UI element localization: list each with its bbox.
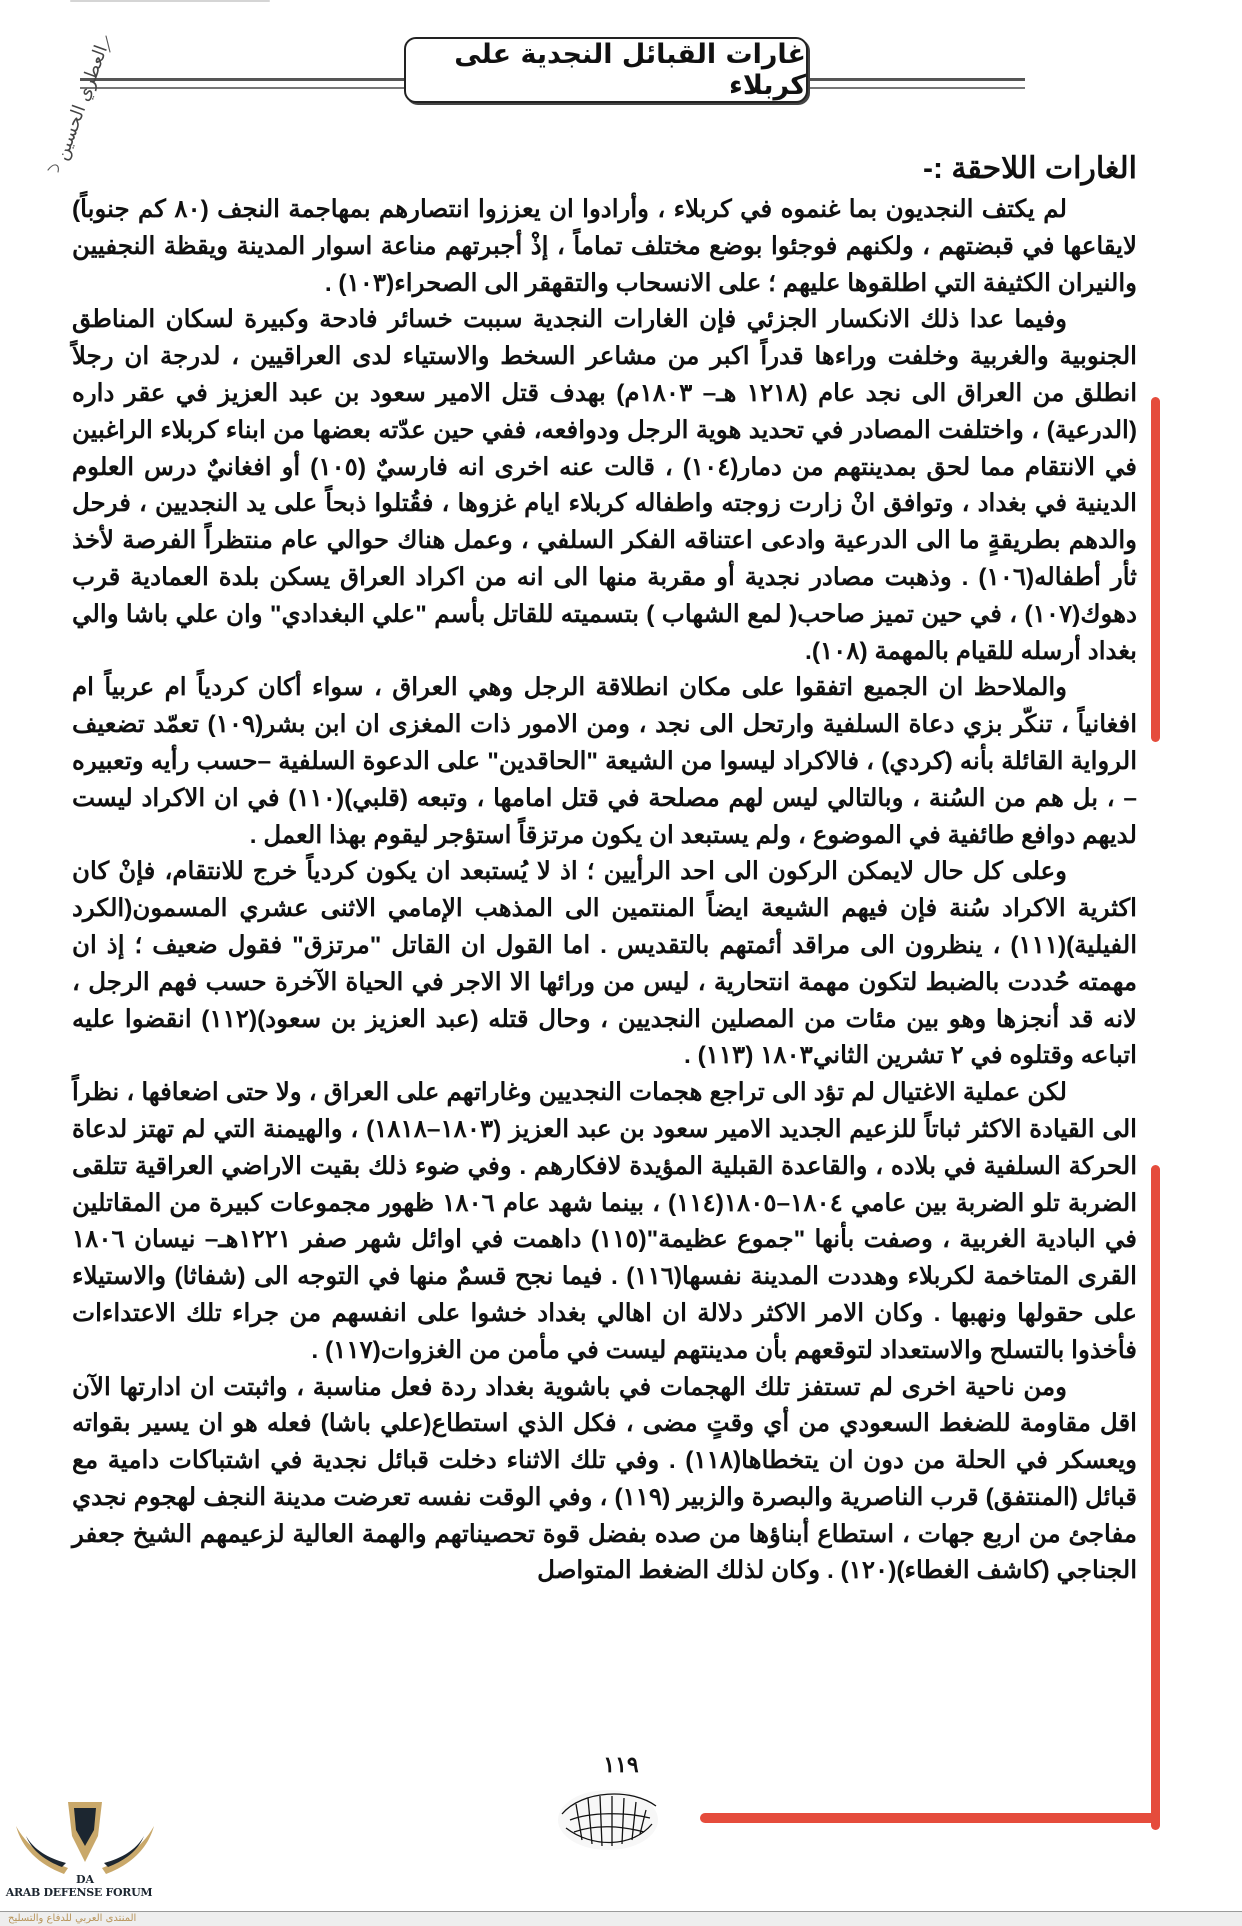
paragraph: لم يكتف النجديون بما غنموه في كربلاء ، وأرادوا ان يعززوا انتصارهم بمهاجمة النجف (٨٠ كم جنوباً) لايقاعها في قبضتهم ، ولكنهم فوجئوا بوضع مختلف تماماً ، إذْ أجبرتهم مناعة اسوار المدينة ويقظة النجفيين والنيران الكثيفة التي اطلقوها عليهم ؛ على الانسحاب والتقهقر الى الصحراء(١٠٣) .	[72, 196, 1137, 297]
paragraph: ومن ناحية اخرى لم تستفز تلك الهجمات في باشوية بغداد ردة فعل مناسبة ، واثبتت ان ادارتها الآن اقل مقاومة للضغط السعودي من أي وقتٍ مضى ، فكل الذي استطاع(علي باشا) فعله هو ان يسير بقواته ويعسكر في الحلة من دون ان يتخطاها(١١٨) . وفي تلك الاثناء دخلت قبائل نجدية في اشتباكات دامية مع قبائل (المنتفق) قرب الناصرية والبصرة والزبير (١١٩) ، وفي الوقت نفسه تعرضت مدينة النجف لهجوم نجدي مفاجئ من اربع جهات ، استطاع أبناؤها من صده بفضل قوة تحصيناتهم والهمة العالية لزعيمهم الشيخ جعفر الجناجي (كاشف الغطاء)(١٢٠) . وكان لذلك الضغط المتواصل	[72, 1373, 1138, 1585]
page-number: ١١٩	[603, 1752, 639, 1777]
bottom-strip	[0, 1911, 1242, 1926]
paragraph: وعلى كل حال لايمكن الركون الى احد الرأيين ؛ اذ لا يُستبعد ان يكون كردياً خرج للانتقام، فإنْ كان اكثرية الاكراد سُنة فإن فيهم الشيعة ايضاً المنتمين الى المذهب الإمامي الاثنى عشري المسمون(الكرد الفيلية)(١١١) ، ينظرون الى مراقد أئمتهم بالتقديس . اما القول ان القاتل "مرتزق" فقول ضعيف ؛ إذ ان مهمته حُددت بالضبط لتكون مهمة انتحارية ، ليس من ورائها الا الاجر في الحياة الآخرة حسب فهم الرجل ، لانه قد أنجزها وهو بين مئات من المصلين النجديين ، وحال قتله (عبد العزيز بن سعود)(١١٢) انقضوا عليه اتباعه وقتلوه في ٢ تشرين الثاني١٨٠٣ (١١٣) .	[72, 858, 1137, 1070]
highlight-bar	[1151, 397, 1160, 742]
running-header-title: غارات القبائل النجدية على كربلاء	[454, 39, 806, 101]
paragraph: لكن عملية الاغتيال لم تؤد الى تراجع هجمات النجديين وغاراتهم على العراق ، ولا حتى اضعافها ، نظراً الى القيادة الاكثر ثباتاً للزعيم الجديد الامير سعود بن عبد العزيز (١٨٠٣–١٨١٨) ، والهيمنة التي لم تهتز لدعاة الحركة السلفية في بلاده ، والقاعدة القبلية المؤيدة لافكارهم . وفي ضوء ذلك بقيت الاراضي العراقية تتلقى الضربة تلو الضربة بين عامي ١٨٠٤–١٨٠٥(١١٤) ، بينما شهد عام ١٨٠٦ ظهور مجموعات كبيرة من المقاتلين في البادية الغربية ، وصفت بأنها "جموع عظيمة"(١١٥) داهمت في اوائل شهر صفر ١٢٢١هـ– نيسان ١٨٠٦ القرى المتاخمة لكربلاء وهددت المدينة نفسها(١١٦) . فيما نجح قسمٌ منها في التوجه الى (شفاثا) والاستيلاء على حقولها ونهبها . وكان الامر الاكثر دلالة ان اهالي بغداد خشوا على انفسهم من جراء تلك الاعتداءات فأخذوا بالتسلح والاستعداد لتوقعهم بأن مدينتهم ليست في مأمن من الغزوات(١١٧) .	[72, 1079, 1137, 1364]
watermark-arabic: المنتدى العربي للدفاع والتسليح	[8, 1913, 137, 1924]
watermark-text: ARAB DEFENSE FORUM	[5, 1886, 153, 1899]
highlight-bar-bottom	[700, 1813, 1160, 1823]
document-body	[72, 148, 1137, 1590]
calligraphy-ornament-icon	[552, 1784, 664, 1856]
handwritten-note: العطري الحسين	[50, 42, 113, 164]
top-scroll-indicator	[70, 0, 270, 2]
logo-mark: DA	[75, 1873, 95, 1886]
highlight-bar	[1151, 1165, 1160, 1830]
running-header	[404, 37, 808, 103]
section-title: الغارات اللاحقة :-	[923, 152, 1137, 185]
paragraph: وفيما عدا ذلك الانكسار الجزئي فإن الغارات النجدية سببت خسائر فادحة وكبيرة لسكان المناطق الجنوبية والغربية وخلفت وراءها قدراً اكبر من مشاعر السخط والاستياء لدى العراقيين ، لدرجة ان رجلاً انطلق من العراق الى نجد عام (١٢١٨ هـ– ١٨٠٣م) بهدف قتل الامير سعود بن عبد العزيز في عقر داره (الدرعية) ، واختلفت المصادر في تحديد هوية الرجل ودوافعه، ففي حين عدّته بعضها من ابناء كربلاء الراغبين في الانتقام مما لحق بمدينتهم من دمار(١٠٤) ، قالت عنه اخرى انه فارسيٌ (١٠٥) أو افغانيٌ درس العلوم الدينية في بغداد ، وتوافق انْ زارت زوجته واطفاله كربلاء ايام غزوها ، فقُتلوا ذبحاً على يد النجديين ، فرحل والدهم بطريقةٍ ما الى الدرعية وادعى اعتناقه الفكر السلفي ، وعمل هناك حوالي عام منتظراً الفرصة لأخذ ثأر أطفاله(١٠٦) . وذهبت مصادر نجدية أو مقربة منها الى انه من اكراد العراق يسكن بلدة العمادية قرب دهوك(١٠٧) ، في حين تميز صاحب( لمع الشهاب ) بتسميته للقاتل بأسم "علي البغدادي" وان علي باشا والي بغداد أرسله للقيام بالمهمة (١٠٨).	[72, 306, 1138, 665]
header-rule-right	[800, 78, 1025, 89]
paragraph: والملاحظ ان الجميع اتفقوا على مكان انطلاقة الرجل وهي العراق ، سواء أكان كردياً ام عربياً ام افغانياً ، تنكّر بزي دعاة السلفية وارتحل الى نجد ، ومن الامور ذات المغزى ان ابن بشر(١٠٩) تعمّد تضعيف الرواية القائلة بأنه (كردي) ، فالاكراد ليسوا من الشيعة "الحاقدين" على الدعوة السلفية –حسب رأيه وتعبيره – ، بل هم من السُنة ، وبالتالي ليس لهم مصلحة في قتل امامها ، وتبعه (قلبي)(١١٠) في ان الاكراد ليست لديهم دوافع طائفية في الموضوع ، ولم يستبعد ان يكون مرتزقاً استؤجر ليقوم بهذا العمل .	[72, 674, 1137, 849]
header-rule-left	[80, 78, 410, 89]
arab-defense-forum-logo	[8, 1800, 158, 1886]
